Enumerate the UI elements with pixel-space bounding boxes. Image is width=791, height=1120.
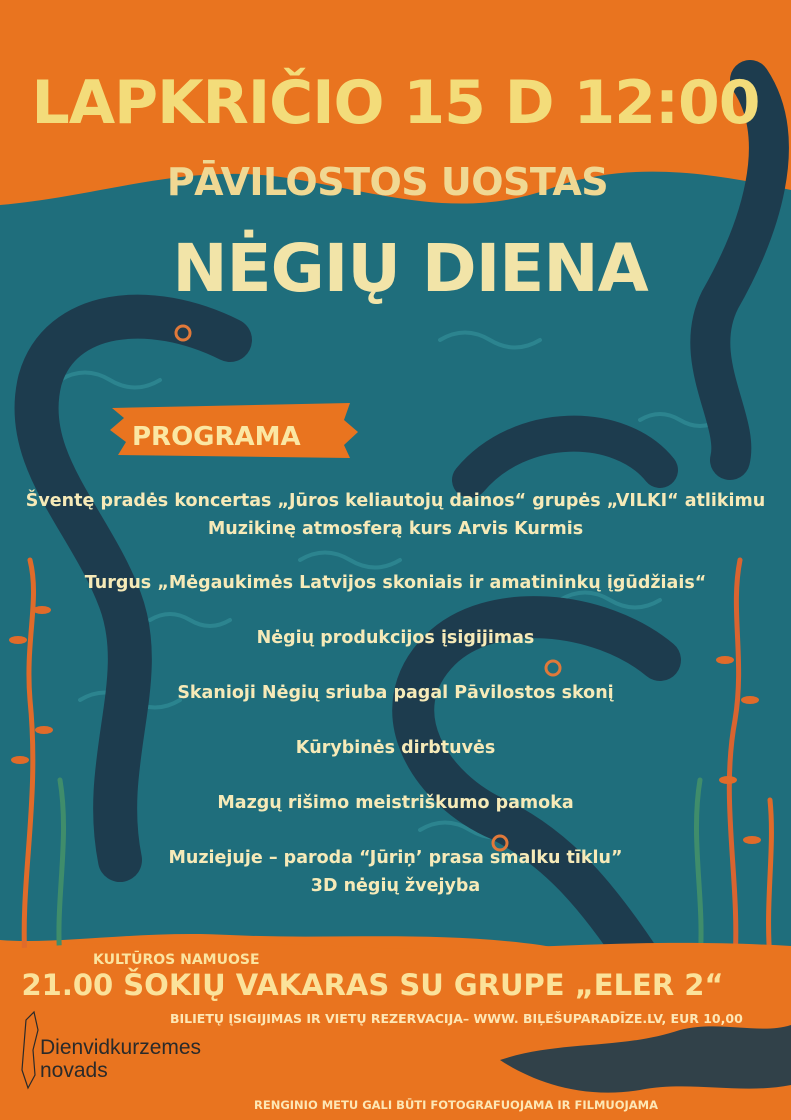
program-item: Muziejuje – paroda “Jūriņ’ prasa smalku tīklu” xyxy=(168,848,623,868)
program-item: Kūrybinės dirbtuvės xyxy=(295,738,496,758)
program-item: Muzikinę atmosferą kurs Arvis Kurmis xyxy=(207,519,584,539)
program-item: Šventę pradės koncertas „Jūros keliautojų dainos“ grupės „VILKI“ atlikimu xyxy=(25,491,766,511)
organizer-logo: Dienvidkurzemes novads xyxy=(40,1036,202,1082)
program-item: 3D nėgių žvejyba xyxy=(310,876,481,896)
program-item: Nėgių produkcijos įsigijimas xyxy=(256,628,535,648)
program-list xyxy=(0,488,791,899)
ticket-info: BILIETŲ ĮSIGIJIMAS IR VIETŲ REZERVACIJA– WWW. BIĻEŠUPARADĪZE.LV, EUR 10,00 xyxy=(170,1011,743,1026)
event-location: PĀVILOSTOS UOSTAS xyxy=(166,160,609,204)
event-title: NĖGIŲ DIENA xyxy=(172,230,648,307)
evening-venue: KULTŪROS NAMUOSE xyxy=(93,952,260,968)
program-heading: PROGRAMA xyxy=(132,422,301,452)
program-item: Turgus „Mėgaukimės Latvijos skoniais ir amatininkų įgūdžiais“ xyxy=(84,573,707,593)
filming-notice: RENGINIO METU GALI BŪTI FOTOGRAFUOJAMA IR FILMUOJAMA xyxy=(254,1098,659,1112)
program-item: Mazgų rišimo meistriškumo pamoka xyxy=(217,793,574,813)
evening-event: 21.00 ŠOKIŲ VAKARAS SU GRUPE „ELER 2“ xyxy=(21,968,724,1002)
program-item: Skanioji Nėgių sriuba pagal Pāvilostos skonį xyxy=(177,683,614,703)
event-date-time: LAPKRIČIO 15 D 12:00 xyxy=(31,68,760,138)
